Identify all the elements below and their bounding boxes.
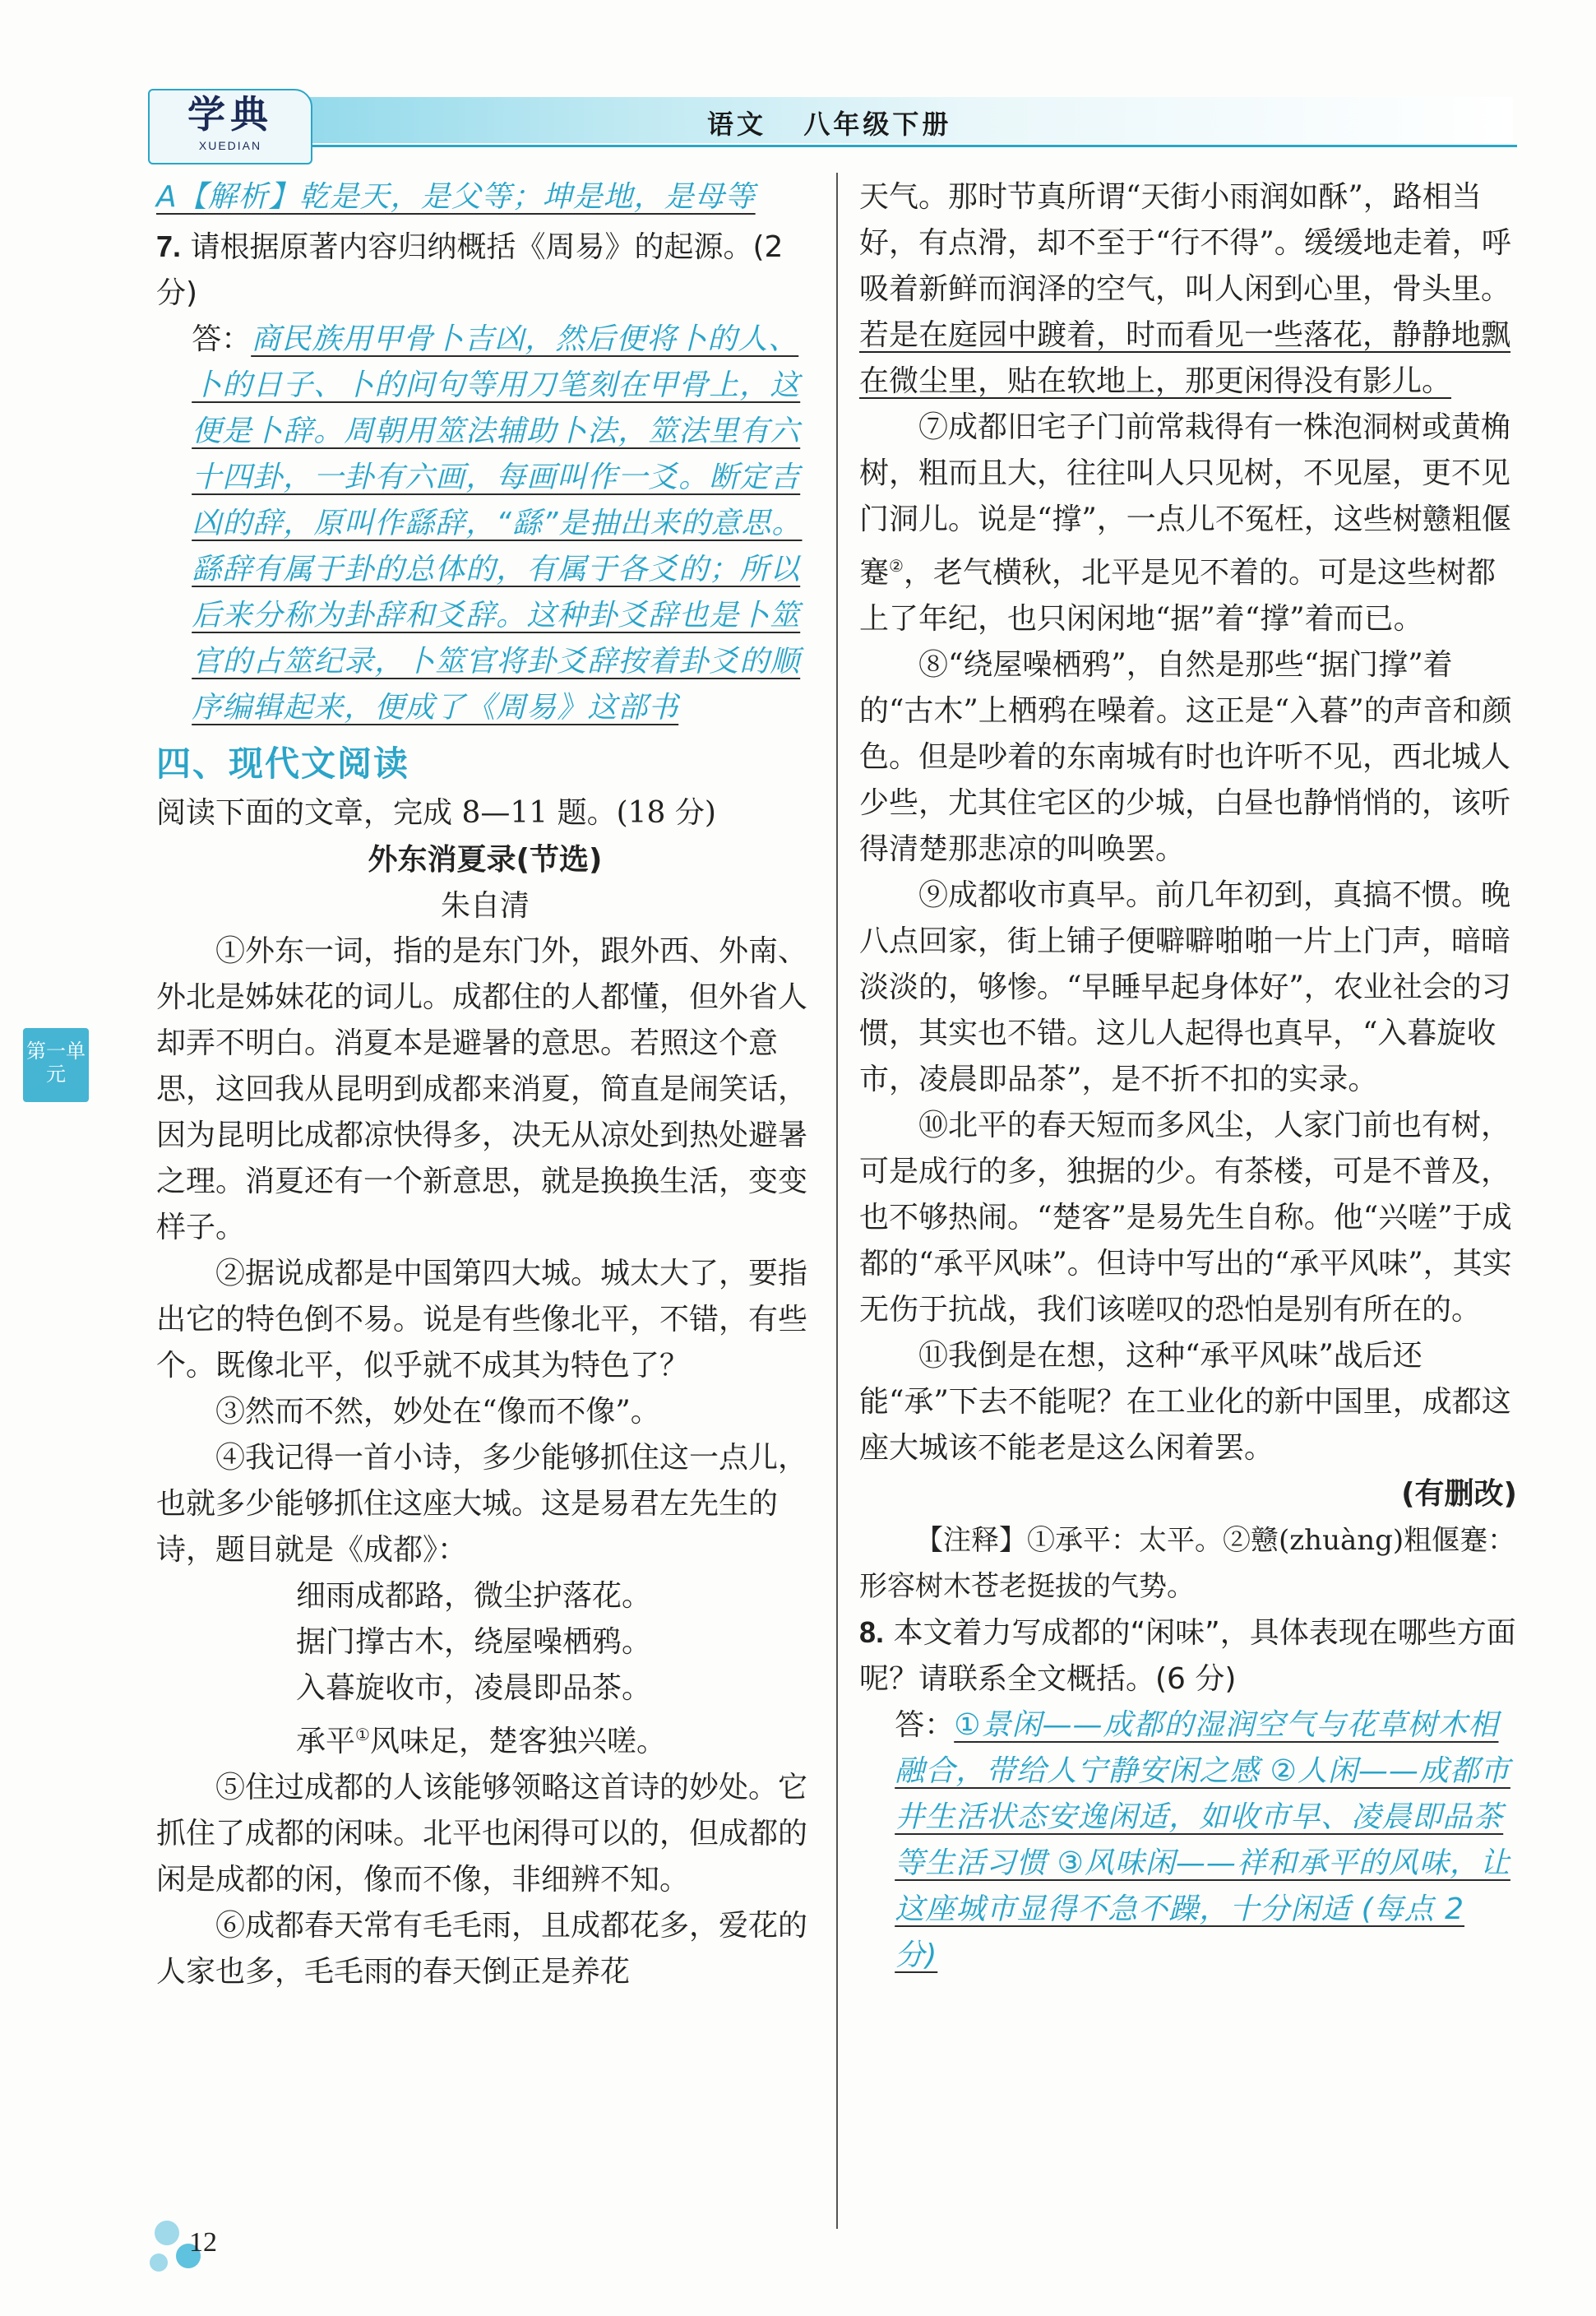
- logo: [148, 89, 312, 164]
- poem-line-4b: 风味足，楚客独兴嗟。: [369, 1725, 666, 1758]
- q8-question: [859, 1610, 1517, 1702]
- p7-footnote-mark: ②: [889, 556, 904, 576]
- q8-number: 8.: [859, 1615, 885, 1649]
- paragraph-1: ①外东一词，指的是东门外，跟外西、外南、外北是姊妹花的词儿。成都住的人都懂，但外省人却弄不明白。消夏本是避暑的意思。若照这个意思，这回我从昆明到成都来消夏，简直是闹笑话，因为昆明比成都凉快得多，决无从凉处到热处避暑之理。消夏还有一个新意思，就是换换生活，变变样子。: [156, 934, 808, 1244]
- q7-answer-text: 商民族用甲骨卜吉凶，然后便将卜的人、卜的日子、卜的问句等用刀笔刻在甲骨上，这便是卜辞。周朝用筮法辅助卜法，筮法里有六十四卦，一卦有六画，每画叫作一爻。断定吉凶的辞，原叫作繇辞，“繇”是抽出来的意思。繇辞有属于卦的总体的，有属于各爻的；所以后来分称为卦辞和爻辞。这种卦爻辞也是卜筮官的占筮纪录，卜筮官将卦爻辞按着卦爻的顺序编辑起来，便成了《周易》这部书: [192, 322, 803, 725]
- poem-line-3: 入暮旋收市，凌晨即品茶。: [296, 1671, 652, 1705]
- edited-note: (有删改): [1401, 1477, 1517, 1511]
- article-author: 朱自清: [440, 889, 530, 923]
- q7-answer-block: [156, 317, 814, 731]
- poem-line-4a: 承平: [296, 1725, 356, 1758]
- logo-sub-text: XUEDIAN: [198, 139, 262, 152]
- q8-answer-text: ①景闲——成都的湿润空气与花草树木相融合，带给人宁静安闲之感 ②人闲——成都市井生活状态安逸闲适，如收市早、凌晨即品茶等生活习惯 ③风味闲——祥和承平的风味，让这座城市显得不急不躁，十分闲适 (每点 2 分): [895, 1708, 1510, 1972]
- paragraph-7a: ⑦成都旧宅子门前常栽得有一株泡洞树或黄桷树，粗而且大，往往叫人只见树，不见屋，更不见门洞儿。说是“撑”，一点儿不冤枉，这些树戆粗偃蹇: [859, 410, 1511, 590]
- header-rule: [148, 145, 1517, 147]
- page-header: [0, 0, 1596, 164]
- section-title: 四、现代文阅读: [156, 743, 410, 784]
- right-column: [859, 174, 1517, 1979]
- paragraph-6-cont-b-underlined: 若是在庭园中踱着，时而看见一些落花，静静地飘在微尘里，贴在软地上，那更闲得没有影儿。: [859, 318, 1511, 398]
- q7-question: [156, 224, 814, 317]
- q8-question-text: 本文着力写成都的“闲味”，具体表现在哪些方面呢？请联系全文概括。(6 分): [859, 1616, 1516, 1696]
- paragraph-6-cont-a: 天气。那时节真所谓“天街小雨润如酥”，路相当好，有点滑，却不至于“行不得”。缓缓地走着，呼吸着新鲜而润泽的空气，叫人闲到心里，骨头里。: [859, 180, 1511, 306]
- paragraph-9: ⑨成都收市真早。前几年初到，真搞不惯。晚八点回家，街上铺子便噼噼啪啪一片上门声，暗暗淡淡的，够惨。“早睡早起身体好”，农业社会的习惯，其实也不错。这儿人起得也真早，“入暮旋收市，凌晨即品茶”，是不折不扣的实录。: [859, 878, 1511, 1096]
- q8-answer-block: [859, 1702, 1517, 1979]
- paragraph-4: ④我记得一首小诗，多少能够抓住这一点儿，也就多少能够抓住这座大城。这是易君左先生的诗，题目就是《成都》：: [156, 1441, 808, 1567]
- page-number: 12: [189, 2227, 217, 2258]
- article-title: 外东消夏录(节选): [368, 843, 603, 877]
- footer-dot-3: [150, 2253, 168, 2272]
- q7-question-text: 请根据原著内容归纳概括《周易》的起源。(2 分): [156, 230, 784, 310]
- paragraph-7b: ，老气横秋，北平是见不着的。可是这些树都上了年纪，也只闲闲地“据”着“撑”着而已。: [859, 556, 1496, 636]
- annotation-note: 【注释】①承平：太平。②戆(zhuàng)粗偃蹇：形容树木苍老挺拔的气势。: [859, 1524, 1516, 1603]
- paragraph-2: ②据说成都是中国第四大城。城太大了，要指出它的特色倒不易。说是有些像北平，不错，有些个。既像北平，似乎就不成其为特色了？: [156, 1257, 808, 1383]
- poem-footnote-mark: ①: [355, 1725, 370, 1744]
- paragraph-6-continued: [859, 174, 1517, 405]
- book-title: 语文 八年级下册: [707, 109, 952, 140]
- section-intro: 阅读下面的文章，完成 8—11 题。(18 分): [156, 796, 716, 830]
- left-column: [156, 174, 814, 1995]
- poem-line-2: 据门撑古木，绕屋噪栖鸦。: [296, 1625, 652, 1659]
- column-divider: [836, 173, 838, 2229]
- paragraph-3: ③然而不然，妙处在“像而不像”。: [215, 1395, 660, 1429]
- paragraph-6: ⑥成都春天常有毛毛雨，且成都花多，爱花的人家也多，毛毛雨的春天倒正是养花: [156, 1909, 808, 1989]
- paragraph-5: ⑤住过成都的人该能够领略这首诗的妙处。它抓住了成都的闲味。北平也闲得可以的，但成都的闲是成都的闲，像而不像，非细辨不知。: [156, 1771, 808, 1897]
- poem: [156, 1573, 814, 1765]
- unit-side-tab: 第一单元: [23, 1028, 89, 1102]
- q7-number: 7.: [156, 229, 182, 263]
- q7-answer-label: 答：: [192, 322, 252, 356]
- paragraph-8: ⑧“绕屋噪栖鸦”，自然是那些“据门撑”着的“古木”上栖鸦在噪着。这正是“入暮”的声音和颜色。但是吵着的东南城有时也许听不见，西北城人少些，尤其住宅区的少城，白昼也静悄悄的，该听得清楚那悲凉的叫唤罢。: [859, 648, 1512, 866]
- poem-line-4: [296, 1712, 814, 1765]
- paragraph-10: ⑩北平的春天短而多风尘，人家门前也有树，可是成行的多，独据的少。有茶楼，可是不普及，也不够热闹。“楚客”是易先生自称。他“兴嗟”于成都的“承平风味”。但诗中写出的“承平风味”，其实无伤于抗战，我们该嗟叹的恐怕是别有所在的。: [859, 1109, 1512, 1327]
- poem-line-1: 细雨成都路，微尘护落花。: [296, 1579, 652, 1613]
- paragraph-11: ⑪我倒是在想，这种“承平风味”战后还能“承”下去不能呢？在工业化的新中国里，成都这座大城该不能老是这么闲着罢。: [859, 1339, 1511, 1465]
- paragraph-7: [859, 405, 1517, 642]
- q6-answer: A【解析】乾是天，是父等；坤是地，是母等: [156, 180, 756, 214]
- footer-dot-1: [155, 2221, 179, 2245]
- q8-answer-label: 答：: [895, 1708, 955, 1742]
- logo-main-text: 学典: [187, 92, 273, 137]
